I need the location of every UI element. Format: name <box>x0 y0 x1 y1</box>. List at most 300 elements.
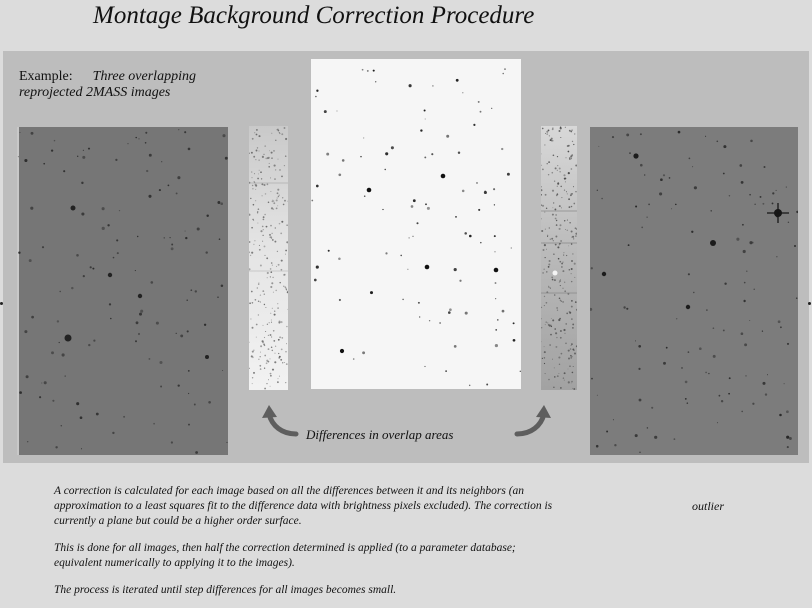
star-speck <box>252 138 254 140</box>
star-speck <box>571 318 572 319</box>
example-label <box>19 69 196 101</box>
star-speck <box>176 192 178 194</box>
star-speck <box>724 283 726 285</box>
star-speck <box>787 343 789 345</box>
star-speck <box>563 262 564 263</box>
star-speck <box>254 173 255 174</box>
star-speck <box>159 189 161 191</box>
star-speck <box>545 194 547 196</box>
star-speck <box>184 131 186 133</box>
star-speck <box>280 321 282 323</box>
star-speck <box>385 169 386 170</box>
star-speck <box>660 178 663 181</box>
star-speck <box>572 141 573 142</box>
star-speck <box>267 157 269 159</box>
star-speck <box>268 166 270 168</box>
star-speck <box>688 273 690 275</box>
star-speck <box>571 300 573 302</box>
star-speck <box>81 182 83 184</box>
star-speck <box>260 230 262 232</box>
star-speck <box>564 372 566 374</box>
star-speck <box>541 318 542 319</box>
star-speck <box>717 422 718 423</box>
star-speck <box>571 273 572 274</box>
star-speck <box>573 366 574 367</box>
star-speck <box>276 266 277 267</box>
star-speck <box>268 335 269 336</box>
star-speck <box>570 348 572 350</box>
star-speck <box>779 414 782 417</box>
star-speck <box>480 242 482 244</box>
star-speck <box>513 339 516 342</box>
star-speck <box>271 133 272 134</box>
star-speck <box>552 319 554 321</box>
star-speck <box>136 321 139 324</box>
star-speck <box>567 145 569 147</box>
star-speck <box>255 184 257 186</box>
star-speck <box>787 446 789 448</box>
star-speck <box>573 203 575 205</box>
star-speck <box>560 285 561 286</box>
star-speck <box>256 150 258 152</box>
star-speck <box>54 140 56 142</box>
star-speck <box>266 362 268 364</box>
star-speck <box>270 386 271 387</box>
star-speck <box>274 314 276 316</box>
star-speck <box>565 181 566 182</box>
star-speck <box>606 431 608 433</box>
star-speck <box>544 357 545 358</box>
star-speck <box>719 395 721 397</box>
star-speck <box>252 351 254 353</box>
star-speck <box>674 438 676 440</box>
star-speck <box>547 322 548 323</box>
star-speck <box>676 318 677 319</box>
star-speck <box>273 200 274 201</box>
star-speck <box>284 165 285 166</box>
star-speck <box>551 238 553 240</box>
star-speck <box>336 110 337 111</box>
star-speck <box>250 198 251 199</box>
star-speck <box>270 236 272 238</box>
star-speck <box>560 224 562 226</box>
star-speck <box>462 92 463 93</box>
star-speck <box>260 368 262 370</box>
star-speck <box>266 226 268 228</box>
star-speck <box>571 231 573 233</box>
star-speck <box>261 195 262 196</box>
star-speck <box>786 410 789 413</box>
star-speck <box>742 224 744 226</box>
star-speck <box>265 307 266 308</box>
star-speck <box>705 136 706 137</box>
star-speck <box>561 197 562 198</box>
star-speck <box>556 220 557 221</box>
star-speck <box>280 233 282 235</box>
left-starfield <box>17 127 228 455</box>
star-speck <box>263 344 265 346</box>
star-speck <box>264 214 266 216</box>
star-speck <box>19 132 20 133</box>
star-speck <box>81 448 82 449</box>
star-speck <box>264 388 266 390</box>
star-speck <box>271 207 273 209</box>
star-speck <box>563 255 564 256</box>
star-speck <box>190 289 192 291</box>
star-speck <box>135 270 136 271</box>
star-speck <box>271 152 273 154</box>
star-speck <box>188 424 190 426</box>
star-speck <box>274 241 276 243</box>
star-speck <box>264 304 265 305</box>
star-speck <box>591 378 593 380</box>
star-speck <box>271 336 272 337</box>
star-speck <box>251 252 253 254</box>
star-speck <box>495 329 497 331</box>
star-speck <box>762 330 763 331</box>
star-speck <box>552 140 554 142</box>
star-speck <box>338 258 341 261</box>
star-speck <box>558 373 559 374</box>
star-speck <box>558 356 560 358</box>
star-speck <box>546 249 547 250</box>
star-speck <box>548 266 550 268</box>
star-speck <box>614 444 616 446</box>
star-speck <box>542 249 544 251</box>
star-speck <box>281 349 283 351</box>
star-speck <box>150 281 153 284</box>
star-speck <box>549 227 550 228</box>
star-speck <box>271 320 272 321</box>
star-speck <box>432 85 434 87</box>
star-speck <box>260 301 261 302</box>
star-speck <box>285 138 287 140</box>
star-speck <box>208 401 211 404</box>
star-speck <box>559 318 561 320</box>
star-speck <box>569 311 571 313</box>
star-speck <box>51 351 54 354</box>
star-speck <box>205 251 207 253</box>
star-speck <box>279 376 280 377</box>
star-speck <box>407 269 408 270</box>
star-speck <box>459 280 461 282</box>
star-speck <box>772 192 774 194</box>
star-speck <box>252 177 253 178</box>
star-speck <box>549 344 551 346</box>
star-speck <box>270 191 271 192</box>
star-speck <box>253 220 254 221</box>
star-speck <box>601 198 603 200</box>
star-speck <box>427 207 430 210</box>
star-speck <box>708 373 709 374</box>
star-speck <box>569 130 571 132</box>
star-speck <box>257 147 258 148</box>
star-speck <box>553 387 554 388</box>
star-speck <box>454 268 457 271</box>
star-speck <box>558 182 559 183</box>
star-speck <box>283 204 285 206</box>
star-speck <box>159 361 162 364</box>
star-speck <box>551 172 553 174</box>
star-speck <box>556 337 557 338</box>
star-speck <box>409 84 412 87</box>
star-speck <box>30 207 33 210</box>
star-speck <box>270 375 272 377</box>
star-speck <box>277 307 279 309</box>
star-speck <box>253 372 255 374</box>
star-speck <box>560 240 562 242</box>
star-speck <box>574 133 575 134</box>
star-speck <box>663 362 666 365</box>
star-speck <box>251 291 253 293</box>
star-speck <box>148 358 150 360</box>
star-speck <box>495 344 498 347</box>
star-speck <box>363 137 364 138</box>
star-speck <box>557 310 558 311</box>
example-line2: reprojected 2MASS images <box>19 85 171 100</box>
star-speck <box>547 236 548 237</box>
star-speck <box>754 289 755 290</box>
star-speck <box>555 332 557 334</box>
star-speck <box>597 395 598 396</box>
star-speck <box>542 169 544 171</box>
star-speck <box>560 300 561 301</box>
star-speck <box>675 204 677 206</box>
star-speck <box>544 296 545 297</box>
star-speck <box>554 279 556 281</box>
star-speck <box>552 279 554 281</box>
star-speck <box>554 367 555 368</box>
star-speck <box>267 183 269 185</box>
star-speck <box>29 259 32 262</box>
star-speck <box>557 193 559 195</box>
star-speck <box>571 154 573 156</box>
star-speck <box>565 229 566 230</box>
star-speck <box>119 210 120 211</box>
star-speck <box>569 365 570 366</box>
star-speck <box>559 205 561 207</box>
star-speck <box>266 257 268 259</box>
star-speck <box>752 403 754 405</box>
star-speck <box>267 277 268 278</box>
star-speck <box>258 208 260 210</box>
star-speck <box>784 383 785 384</box>
star-speck <box>550 139 552 141</box>
star-speck <box>338 173 341 176</box>
star-speck <box>263 154 264 155</box>
star-speck <box>138 138 139 139</box>
star-speck <box>27 441 28 442</box>
star-speck <box>262 290 264 292</box>
star-speck <box>431 153 433 155</box>
star-speck <box>63 170 65 172</box>
star-speck <box>551 318 552 319</box>
star-speck <box>400 255 402 257</box>
star-speck <box>554 208 556 210</box>
star-speck <box>342 159 345 162</box>
star-speck <box>778 320 781 323</box>
star-speck <box>252 302 254 304</box>
star-speck <box>195 451 198 454</box>
star-speck <box>571 243 573 245</box>
star-speck <box>268 379 269 380</box>
star-speck <box>258 301 260 303</box>
star-speck <box>572 388 573 389</box>
star-speck <box>270 225 272 227</box>
star-speck <box>613 419 614 420</box>
star-speck <box>502 73 504 75</box>
star-speck <box>252 185 253 186</box>
star-speck <box>269 163 270 164</box>
star-speck <box>219 238 221 240</box>
star-speck <box>666 347 668 349</box>
star-speck <box>275 169 276 170</box>
star-speck <box>206 215 208 217</box>
star-speck <box>762 203 764 205</box>
star-speck <box>328 250 330 252</box>
star-speck <box>425 203 427 205</box>
star-speck <box>281 337 283 339</box>
star-speck <box>552 190 554 192</box>
star-speck <box>217 296 219 298</box>
star-speck <box>279 336 281 338</box>
star-speck <box>197 227 200 230</box>
star-speck <box>264 345 265 346</box>
star-speck <box>681 367 682 368</box>
star-speck <box>567 193 568 194</box>
star-speck <box>18 156 19 157</box>
star-speck <box>274 361 276 363</box>
star-speck <box>188 370 190 372</box>
star-speck <box>572 348 574 350</box>
star-speck <box>557 186 558 187</box>
star-speck <box>281 269 283 271</box>
star-speck <box>685 398 687 400</box>
star-speck <box>729 377 731 379</box>
star-speck <box>257 287 258 288</box>
star-speck <box>796 297 798 299</box>
star-speck <box>557 375 559 377</box>
star-speck <box>554 376 556 378</box>
star-speck <box>259 249 261 251</box>
star-speck <box>546 131 548 133</box>
star-speck <box>575 227 577 229</box>
star-speck <box>480 111 482 113</box>
star-speck <box>270 276 271 277</box>
star-speck <box>286 326 287 327</box>
star-speck <box>262 156 264 158</box>
star-speck <box>83 275 85 277</box>
star-speck <box>571 356 572 357</box>
star-speck <box>545 133 546 134</box>
star-speck <box>265 193 267 195</box>
overlap-caption: Differences in overlap areas <box>306 427 454 442</box>
star-speck <box>267 272 269 274</box>
star-speck <box>252 383 253 384</box>
star-speck <box>153 423 155 425</box>
star-speck <box>263 229 264 230</box>
star-speck <box>574 277 575 278</box>
star-speck <box>279 133 280 134</box>
star-speck <box>272 350 274 352</box>
star-speck <box>764 166 766 168</box>
star-speck <box>557 170 558 171</box>
star-speck <box>277 251 278 252</box>
star-speck <box>641 227 643 229</box>
star-speck <box>635 205 637 207</box>
star-speck <box>705 372 707 374</box>
star-speck <box>180 334 183 337</box>
star-speck <box>556 224 558 226</box>
star-speck <box>267 324 268 325</box>
star-speck <box>671 208 672 209</box>
star-speck <box>113 257 115 259</box>
star-speck <box>31 316 34 319</box>
star-speck <box>385 252 387 254</box>
star-speck <box>168 185 170 187</box>
star-speck <box>560 337 562 339</box>
star-speck <box>572 253 573 254</box>
star-speck <box>571 260 573 262</box>
star-speck <box>548 174 549 175</box>
star-speck <box>257 211 258 212</box>
star-speck <box>744 282 746 284</box>
star-speck <box>286 225 287 226</box>
star-speck <box>273 202 275 204</box>
star-speck <box>270 177 271 178</box>
star-speck <box>367 70 369 72</box>
star-speck <box>222 134 225 137</box>
star-speck <box>548 263 550 265</box>
star-speck <box>262 226 264 228</box>
star-speck <box>282 197 283 198</box>
paragraph-correction: A correction is calculated for each image based on all the differences between it and its neighbors (an approximation to a least squares fit to the difference data with brightness pixels excluded). The correction is currently a plane but could be a higher order surface. <box>54 485 553 527</box>
star-speck <box>222 370 223 371</box>
star-speck <box>270 271 272 273</box>
star-speck <box>271 346 273 348</box>
star-speck <box>550 239 551 240</box>
star-speck <box>277 381 279 383</box>
star-speck <box>571 158 572 159</box>
star-speck <box>178 384 180 386</box>
example-line1: Three overlapping <box>92 69 196 84</box>
star-speck <box>362 69 364 71</box>
star-speck <box>249 302 251 304</box>
star-speck <box>24 159 27 162</box>
left-strip-noise <box>249 126 288 390</box>
star-speck <box>568 358 570 360</box>
star-speck <box>251 227 253 229</box>
star-speck <box>264 145 266 147</box>
star-speck <box>691 231 693 233</box>
star-speck <box>259 170 260 171</box>
star-speck <box>277 189 279 191</box>
star-speck <box>648 204 650 206</box>
star-speck <box>272 308 273 309</box>
star-speck <box>252 377 253 378</box>
star-speck <box>418 302 420 304</box>
star-speck <box>257 212 258 213</box>
star-speck <box>375 81 376 82</box>
star-speck <box>277 205 278 206</box>
star-speck <box>786 436 789 439</box>
star-speck <box>265 158 267 160</box>
star-speck <box>462 190 465 193</box>
star-speck <box>253 244 254 245</box>
star-speck <box>280 359 282 361</box>
star-speck <box>559 244 560 245</box>
star-speck <box>542 358 543 359</box>
